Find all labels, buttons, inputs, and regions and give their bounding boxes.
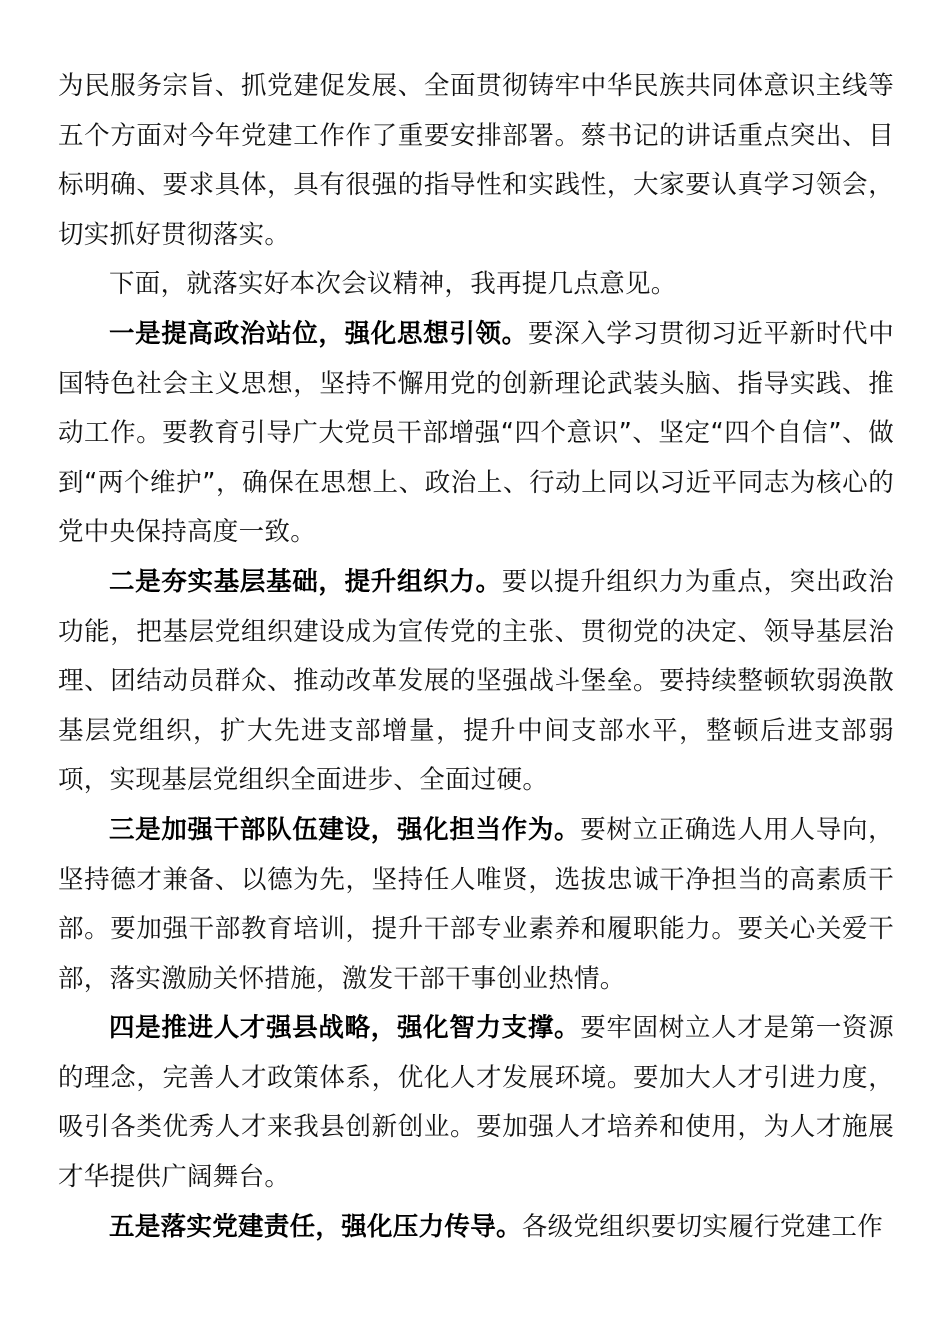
paragraph-text: 下面，就落实好本次会议精神，我再提几点意见。 (109, 269, 677, 300)
paragraph-lead: 五是落实党建责任，强化压力传导。 (109, 1211, 522, 1242)
paragraph-point-1 (58, 310, 894, 558)
paragraph-lead: 一是提高政治站位，强化思想引领。 (109, 318, 528, 349)
paragraph-point-5 (58, 1203, 894, 1253)
paragraph-text: 要树立正确选人用人导向，坚持德才兼备、以德为先，坚持任人唯贤，选拔忠诚干净担当的高素质干部。要加强干部教育培训，提升干部专业素养和履职能力。要关心关爱干部，落实激励关怀措施，激发干部干事创业热情。 (58, 814, 894, 994)
paragraph-lead: 三是加强干部队伍建设，强化担当作为。 (109, 814, 581, 845)
paragraph-text: 为民服务宗旨、抓党建促发展、全面贯彻铸牢中华民族共同体意识主线等五个方面对今年党建工作作了重要安排部署。蔡书记的讲话重点突出、目标明确、要求具体，具有很强的指导性和实践性，大家要认真学习领会，切实抓好贯彻落实。 (58, 71, 894, 250)
paragraph-intro (58, 260, 894, 310)
document-page (58, 62, 894, 1252)
paragraph-text: 各级党组织要切实履行党建工作 (521, 1211, 884, 1242)
paragraph-point-3 (58, 806, 894, 1004)
paragraph-text: 要深入学习贯彻习近平新时代中国特色社会主义思想，坚持不懈用党的创新理论武装头脑、指导实践、推动工作。要教育引导广大党员干部增强“四个意识”、坚定“四个自信”、做到“两个维护”，确保在思想上、政治上、行动上同以习近平同志为核心的党中央保持高度一致。 (58, 318, 894, 548)
paragraph-text: 要以提升组织力为重点，突出政治功能，把基层党组织建设成为宣传党的主张、贯彻党的决定、领导基层治理、团结动员群众、推动改革发展的坚强战斗堡垒。要持续整顿软弱涣散基层党组织，扩大先进支部增量，提升中间支部水平，整顿后进支部弱项，实现基层党组织全面进步、全面过硬。 (58, 566, 894, 796)
paragraph-continuation (58, 62, 894, 260)
paragraph-point-2 (58, 558, 894, 806)
paragraph-text: 要牢固树立人才是第一资源的理念，完善人才政策体系，优化人才发展环境。要加大人才引进力度，吸引各类优秀人才来我县创新创业。要加强人才培养和使用，为人才施展才华提供广阔舞台。 (58, 1013, 894, 1193)
paragraph-lead: 四是推进人才强县战略，强化智力支撑。 (109, 1013, 581, 1044)
paragraph-lead: 二是夯实基层基础，提升组织力。 (109, 566, 502, 597)
paragraph-point-4 (58, 1004, 894, 1202)
